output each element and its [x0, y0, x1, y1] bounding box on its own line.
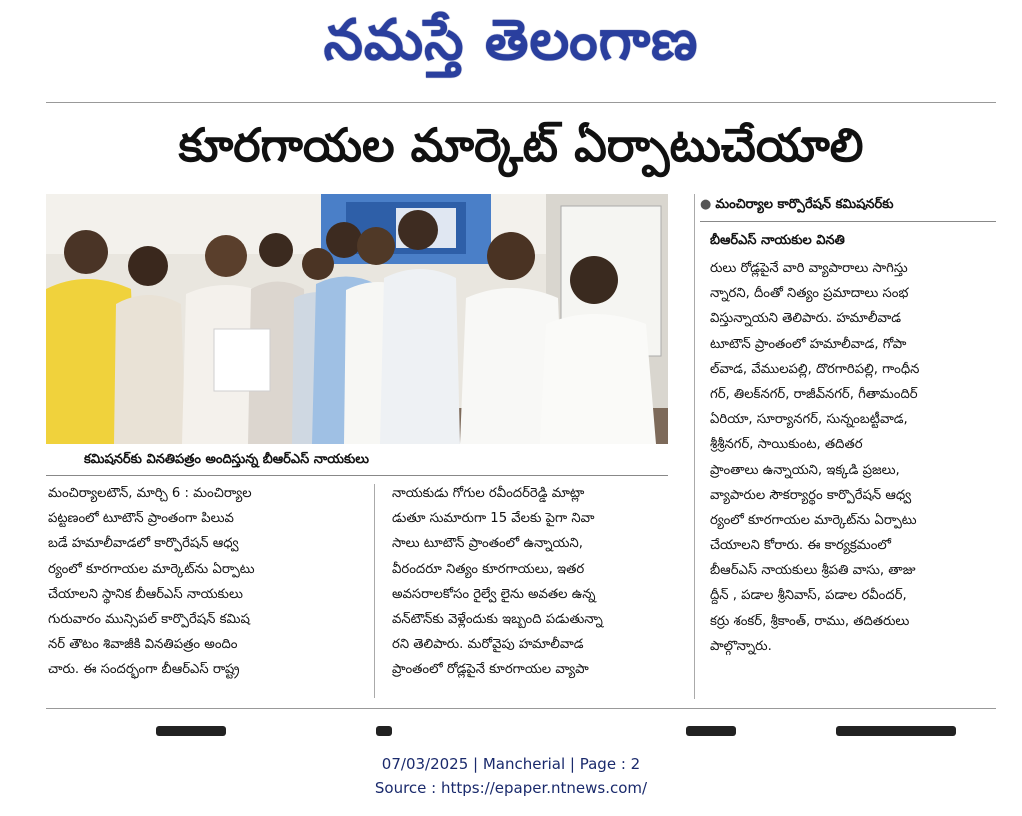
news-photo [46, 194, 668, 444]
footer-date-edition: 07/03/2025 | Mancherial | Page : 2 [381, 755, 641, 773]
column-line: రులు రోడ్లపైనే వారి వ్యాపారాలు సాగిస్తు [710, 261, 908, 276]
column-line: శ్రీశ్రీనగర్, సాయికుంట, తదితర [710, 437, 863, 453]
article-column-1 [48, 481, 348, 683]
column-line: ప్రాంతంలో రోడ్లపైనే కూరగాయల వ్యాపా [392, 662, 589, 678]
column-line: నాయకుడు గోగుల రవీందర్‌రెడ్డి మాట్లా [392, 486, 585, 501]
column-line: న్నారని, దీంతో నిత్యం ప్రమాదాలు సంభ [710, 286, 909, 302]
news-photo-illustration [46, 194, 668, 444]
sub-heading-rule [700, 221, 996, 222]
column-line: కర్రు శంకర్, శ్రీకాంత్, రాము, తదితరులు [710, 613, 910, 629]
column-line: చేయాలని కోరారు. ఈ కార్యక్రమంలో [710, 538, 892, 554]
column-line: నర్ తౌటం శివాజీకి వినతిపత్రం అందిం [48, 637, 238, 653]
footer-source: Source : https://epaper.ntnews.com/ [374, 779, 648, 797]
column-line: మంచిర్యాలటౌన్, మార్చి 6 : మంచిర్యాల [48, 486, 252, 501]
column-line: గర్, తిలక్‌నగర్, రాజీవ్‌నగర్, గీతామందిర్ [710, 386, 918, 402]
caption-rule [46, 475, 668, 476]
column-line: ఏరియా, సూర్యానగర్, సున్నంబట్టీవాడ, [710, 412, 908, 428]
masthead-logo: నమస్తే తెలంగాణ [323, 8, 699, 73]
column-line: పాల్గొన్నారు. [710, 638, 772, 654]
page-footer [0, 752, 1022, 800]
masthead [0, 6, 1022, 78]
column-line: బీఆర్‌ఎస్ నాయకులు శ్రీపతి వాసు, తాజు [710, 563, 916, 579]
photo-caption: కమిషనర్‌కు వినతిపత్రం అందిస్తున్న బీఆర్‌ఎస్ నాయకులు [84, 452, 369, 467]
article-column-3 [710, 256, 1000, 659]
column-line: ర్యంలో కూరగాయల మార్కెట్‌ను ఏర్పాటు [710, 512, 917, 528]
column-line: వన్‌టౌన్‌కు వెళ్లేందుకు ఇబ్బంది పడుతున్నా [392, 611, 603, 627]
column-line: గురువారం మున్సిపల్ కార్పొరేషన్ కమిష [48, 611, 250, 627]
column-line: ప్రాంతాలు ఉన్నాయని, ఇక్కడి ప్రజలు, [710, 462, 900, 478]
column-line: పట్టణంలో టూటౌన్ ప్రాంతంగా పిలువ [48, 511, 234, 527]
clipped-next-article [46, 726, 996, 736]
column-line: ల్‌వాడ, వేములపల్లి, దొరగారిపల్లి, గాంధీన [710, 361, 920, 377]
column-line: వ్యాపారుల సౌకర్యార్థం కార్పొరేషన్ ఆధ్వ [710, 487, 912, 503]
column-line: వీరందరూ నిత్యం కూరగాయలు, ఇతర [392, 561, 585, 577]
article-headline: కూరగాయల మార్కెట్ ఏర్పాటుచేయాలి [178, 118, 864, 172]
column-divider [694, 194, 695, 699]
column-line: రని తెలిపారు. మరోవైపు హమాలీవాడ [392, 637, 584, 653]
column-line: అవసరాలకోసం రైల్వే లైను అవతల ఉన్న [392, 586, 596, 602]
column-divider [374, 484, 375, 698]
column-line: బడే హమాలీవాడలో కార్పొరేషన్ ఆధ్వ [48, 536, 239, 552]
headline-top-rule [46, 102, 996, 103]
column-line: ర్యంలో కూరగాయల మార్కెట్‌ను ఏర్పాటు [48, 561, 255, 577]
article-column-2 [392, 481, 682, 683]
column-line: ద్దీన్ , పడాల శ్రీనివాస్, పడాల రవీందర్, [710, 588, 907, 604]
sub-heading-2: బీఆర్‌ఎస్ నాయకుల వినతి [710, 233, 845, 248]
sub-heading-1-text: మంచిర్యాల కార్పొరేషన్ కమిషనర్‌కు [715, 197, 894, 212]
column-line: చేయాలని స్థానిక బీఆర్‌ఎస్ నాయకులు [48, 586, 243, 602]
column-line: విస్తున్నాయని తెలిపారు. హమాలీవాడ [710, 311, 902, 327]
column-line: సాలు టూటౌన్ ప్రాంతంలో ఉన్నాయని, [392, 536, 583, 552]
article-bottom-rule [46, 708, 996, 709]
column-line: డుతూ సుమారుగా 15 వేలకు పైగా నివా [392, 511, 595, 527]
column-line: చారు. ఈ సందర్భంగా బీఆర్‌ఎస్ రాష్ట్ర [48, 662, 240, 678]
column-line: టూటౌన్ ప్రాంతంలో హమాలీవాడ, గోపా [710, 336, 907, 352]
sub-heading-1 [700, 194, 1000, 216]
bullet-icon: ● [700, 197, 712, 212]
